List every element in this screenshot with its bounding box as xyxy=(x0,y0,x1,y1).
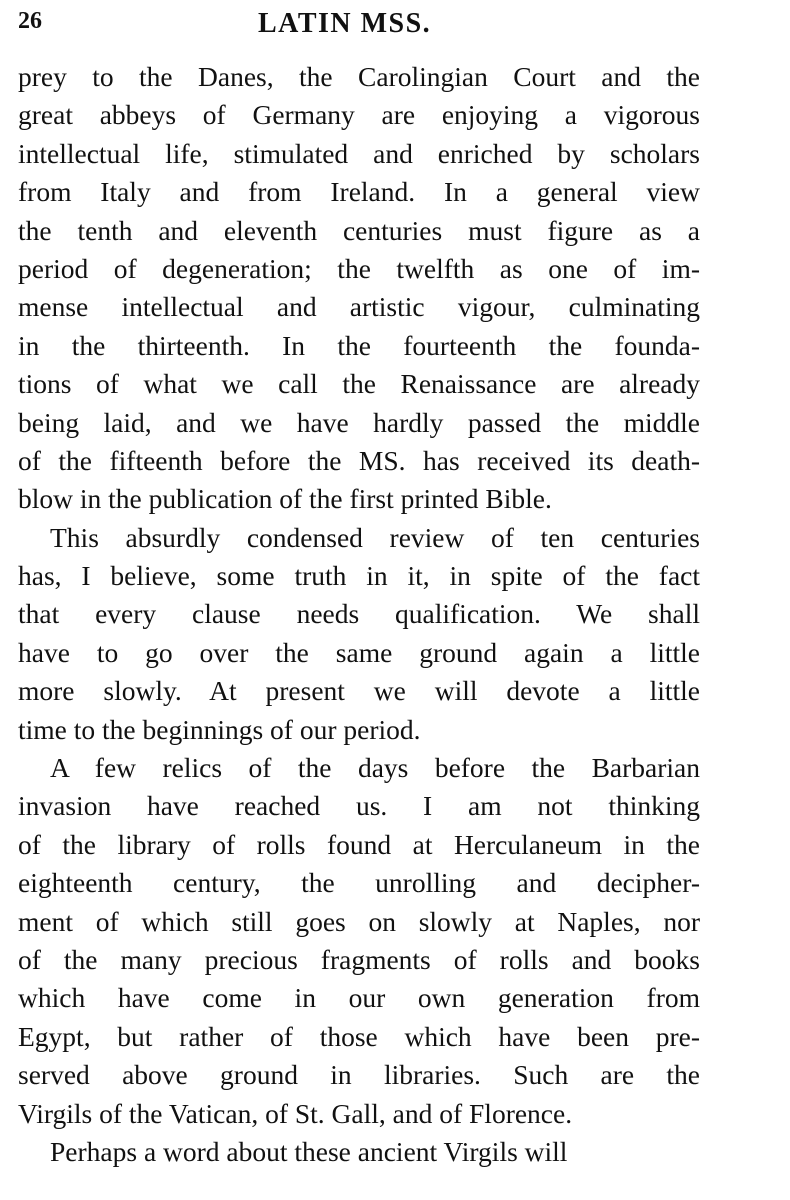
text-line: tions of what we call the Renaissance are already xyxy=(18,368,700,400)
text-line: ment of which still goes on slowly at Naples, nor xyxy=(18,905,700,937)
text-line: of the library of rolls found at Herculaneum in the xyxy=(18,828,700,860)
text-line: served above ground in libraries. Such are the xyxy=(18,1059,700,1091)
text-line: time to the beginnings of our period. xyxy=(18,713,421,745)
text-line: Egypt, but rather of those which have been pre- xyxy=(18,1020,700,1052)
text-line: This absurdly condensed review of ten centuries xyxy=(50,521,700,553)
text-line: has, I believe, some truth in it, in spite of the fact xyxy=(18,560,700,592)
text-line: of the many precious fragments of rolls and books xyxy=(18,943,700,975)
text-line: A few relics of the days before the Barbarian xyxy=(50,752,700,784)
text-line: that every clause needs qualification. We shall xyxy=(18,598,700,630)
paragraph xyxy=(18,1133,700,1171)
text-line: of the fifteenth before the MS. has received its death- xyxy=(18,444,700,476)
text-line: great abbeys of Germany are enjoying a vigorous xyxy=(18,99,700,131)
text-line: prey to the Danes, the Carolingian Court and the xyxy=(18,61,700,92)
paragraph xyxy=(18,749,700,1133)
text-line: invasion have reached us. I am not thinking xyxy=(18,790,700,822)
text-line: the tenth and eleventh centuries must figure as a xyxy=(18,214,700,246)
paragraph xyxy=(18,519,700,749)
text-line: have to go over the same ground again a little xyxy=(18,636,700,668)
text-line: being laid, and we have hardly passed the middle xyxy=(18,406,700,438)
text-line: in the thirteenth. In the fourteenth the founda- xyxy=(18,329,700,361)
text-line: which have come in our own generation from xyxy=(18,982,700,1014)
text-line: from Italy and from Ireland. In a general view xyxy=(18,176,700,208)
text-line: more slowly. At present we will devote a little xyxy=(18,675,700,707)
text-line: Virgils of the Vatican, of St. Gall, and of Florence. xyxy=(18,1097,573,1129)
text-line: blow in the publication of the first printed Bible. xyxy=(18,483,552,515)
text-line: mense intellectual and artistic vigour, culminating xyxy=(18,291,700,323)
text-line: Perhaps a word about these ancient Virgils will xyxy=(50,1135,568,1167)
page-number: 26 xyxy=(18,8,42,34)
body-text xyxy=(18,58,700,1171)
text-line: intellectual life, stimulated and enriched by scholars xyxy=(18,137,700,169)
running-head: LATIN MSS. xyxy=(258,8,432,39)
page-header xyxy=(18,8,708,44)
text-line: period of degeneration; the twelfth as one of im- xyxy=(18,252,700,284)
text-line: eighteenth century, the unrolling and decipher- xyxy=(18,867,700,899)
paragraph xyxy=(18,58,700,519)
